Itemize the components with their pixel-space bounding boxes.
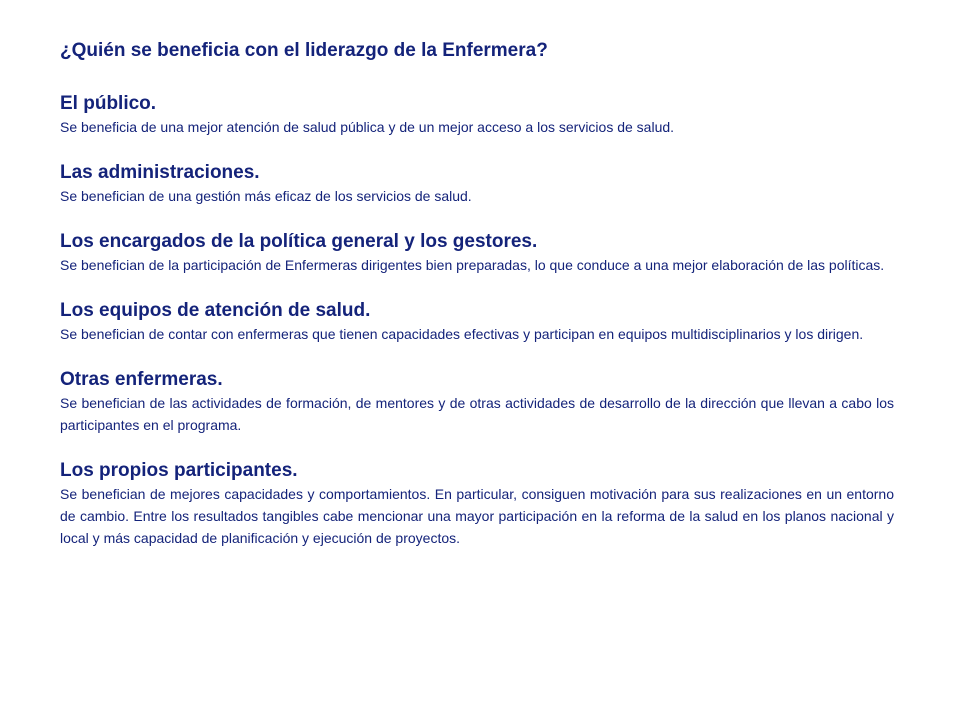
page-title: ¿Quién se beneficia con el liderazgo de la Enfermera? (60, 40, 548, 61)
section-other-nurses (60, 368, 894, 436)
section-administrations (60, 161, 894, 207)
section-text: Se beneficia de una mejor atención de salud pública y de un mejor acceso a los servicios de salud. (60, 119, 675, 135)
section-text: Se benefician de la participación de Enfermeras dirigentes bien preparadas, lo que conduce a una mejor elaboración de las políticas. (60, 257, 885, 273)
section-heading: Los propios participantes. (60, 460, 298, 481)
section-health-teams (60, 299, 894, 345)
section-text: Se benefician de una gestión más eficaz de los servicios de salud. (60, 188, 472, 204)
section-text: Se benefician de las actividades de formación, de mentores y de otras actividades de desarrollo de la dirección que llevan a cabo los participantes en el programa. (60, 395, 894, 433)
section-heading: Los encargados de la política general y los gestores. (60, 231, 538, 252)
section-text: Se benefician de mejores capacidades y comportamientos. En particular, consiguen motivación para sus realizaciones en un entorno de cambio. Entre los resultados tangibles cabe mencionar una mayor participación en la reforma de la salud en los planos nacional y local y más capacidad de planificación y ejecución de proyectos. (60, 486, 894, 546)
section-heading: Las administraciones. (60, 162, 260, 183)
section-heading: El público. (60, 93, 157, 114)
section-participants (60, 459, 894, 549)
section-policy-makers (60, 230, 894, 276)
section-public (60, 92, 894, 138)
section-heading: Los equipos de atención de salud. (60, 300, 371, 321)
slide-content (60, 38, 894, 572)
section-text: Se benefician de contar con enfermeras que tienen capacidades efectivas y participan en equipos multidisciplinarios y los dirigen. (60, 326, 864, 342)
section-heading: Otras enfermeras. (60, 369, 223, 390)
